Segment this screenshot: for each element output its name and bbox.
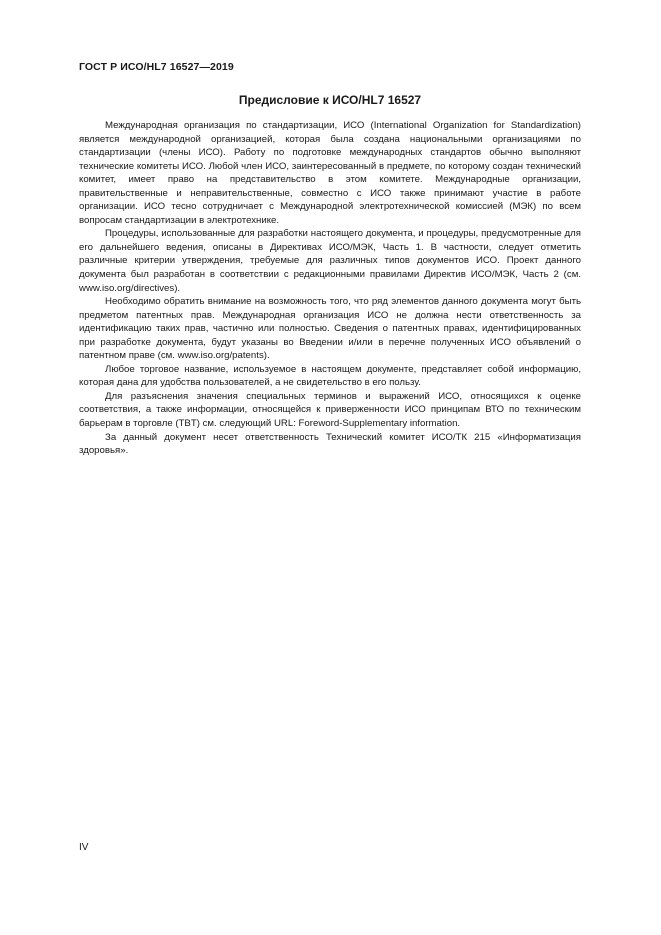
page-number: IV xyxy=(79,842,89,853)
paragraph-responsible-committee: За данный документ несет ответственность Технический комитет ИСО/ТК 215 «Информатизация здоровья». xyxy=(79,431,581,457)
section-title: Предисловие к ИСО/HL7 16527 xyxy=(238,93,422,107)
paragraph-patent-rights: Необходимо обратить внимание на возможность того, что ряд элементов данного документа могут быть предметом патентных прав. Международная организация ИСО не должна нести ответственность за идентификацию таких прав, частично или полностью. Сведения о патентных правах, идентифицированных при разработке документа, будут указаны во Введении и/или в перечне полученных ИСО объявлений о патентном праве (см. www.iso.org/patents). xyxy=(79,296,581,362)
paragraph-trade-names: Любое торговое название, используемое в настоящем документе, представляет собой информацию, которая дана для удобства пользователей, а не свидетельство в его пользу. xyxy=(79,363,581,389)
paragraph-iso-organization: Международная организация по стандартизации, ИСО (International Organization for Standardization) является международной организацией, которая была создана национальными организациями по стандартизации (члены ИСО). Работу по подготовке международных стандартов обычно выполняют технические комитеты ИСО. Любой член ИСО, заинтересованный в предмете, по которому создан технический комитет, имеет право на представительство в этом комитете. Международные организации, правительственные и неправительственные, совместно с ИСО также принимают участие в работе организации. ИСО тесно сотрудничает с Международной электротехнической комиссией (МЭК) по всем вопросам стандартизации в электротехнике. xyxy=(79,120,581,226)
paragraph-conformity-terms: Для разъяснения значения специальных терминов и выражений ИСО, относящихся к оценке соответствия, а также информации, относящейся к приверженности ИСО принципам ВТО по техническим барьерам в торговле (TBT) см. следующий URL: Foreword-Supplementary information. xyxy=(79,390,581,430)
foreword-body xyxy=(79,119,581,458)
document-header: ГОСТ Р ИСО/HL7 16527—2019 xyxy=(79,61,234,73)
paragraph-procedures: Процедуры, использованные для разработки настоящего документа, и процедуры, предусмотренные для его дальнейшего ведения, описаны в Директивах ИСО/МЭК, Часть 1. В частности, следует отметить различные критерии утверждения, требуемые для различных типов документов ИСО. Проект данного документа был разработан в соответствии с редакционными правилами Директив ИСО/МЭК, Часть 2 (см. www.iso.org/directives). xyxy=(79,228,581,294)
